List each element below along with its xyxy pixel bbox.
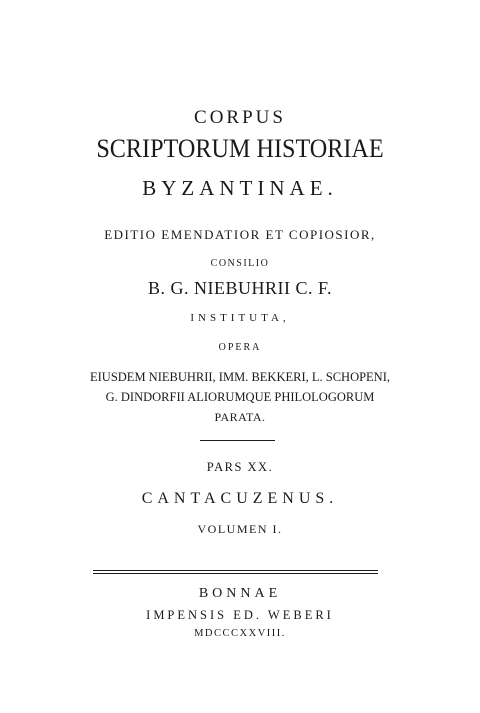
- imprint-place: BONNAE: [198, 586, 282, 601]
- imprint-publisher: IMPENSIS ED. WEBERI: [146, 608, 334, 622]
- author-name: CANTACUZENUS.: [141, 490, 339, 507]
- editors-line-1: EIUSDEM NIEBUHRII, IMM. BEKKERI, L. SCHOPENI,: [90, 370, 390, 384]
- series-word-corpus: CORPUS: [194, 107, 286, 128]
- instituta-label: INSTITUTA,: [190, 312, 290, 324]
- edition-statement: EDITIO EMENDATIOR ET COPIOSIOR,: [104, 227, 376, 242]
- short-divider-rule: [200, 440, 275, 441]
- series-title: SCRIPTORUM HISTORIAE: [96, 134, 384, 163]
- founder-name: B. G. NIEBUHRII C. F.: [147, 278, 333, 298]
- opera-label: OPERA: [218, 342, 262, 353]
- consilio-label: CONSILIO: [210, 258, 270, 269]
- series-word-byzantinae: BYZANTINAE.: [142, 176, 338, 200]
- parata-label: PARATA.: [214, 410, 266, 424]
- imprint-year: MDCCCXXVIII.: [194, 628, 286, 639]
- editors-line-2: G. DINDORFII ALIORUMQUE PHILOLOGORUM: [105, 390, 375, 404]
- long-divider-rule: [93, 570, 378, 574]
- part-number: PARS XX.: [206, 460, 274, 474]
- volume-number: VOLUMEN I.: [197, 522, 283, 536]
